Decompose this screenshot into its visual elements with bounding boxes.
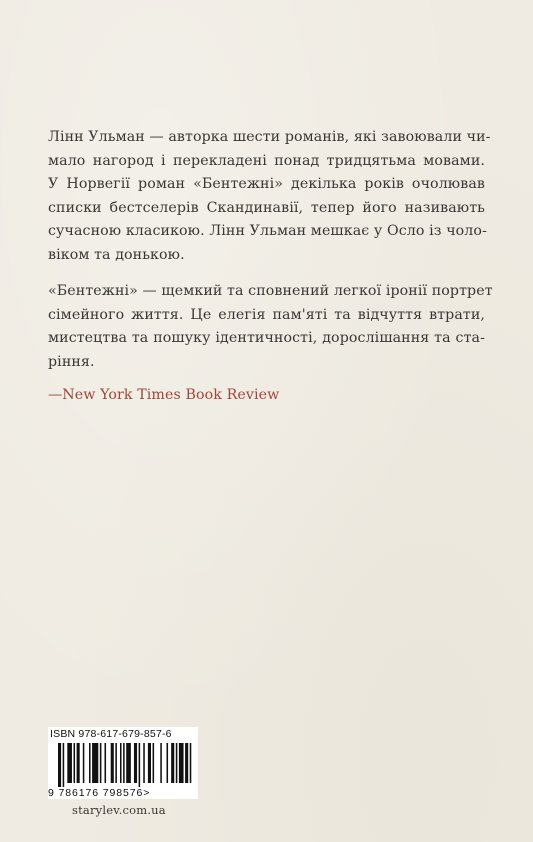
text-line: сімейного життя. Це елегія пам'яті та відчуття втрати, xyxy=(48,306,485,323)
barcode-bar xyxy=(167,743,169,783)
description-paragraph-2 xyxy=(48,280,493,374)
barcode-digits xyxy=(48,787,198,799)
barcode xyxy=(48,741,198,787)
text-line: списки бестселерів Скандинавії, тепер його називають xyxy=(48,199,485,216)
isbn-label: ISBN 978-617-679-857-6 xyxy=(48,727,198,741)
barcode-bar xyxy=(105,743,107,783)
barcode-bar xyxy=(92,743,98,783)
barcode-bar xyxy=(83,743,85,783)
barcode-bar xyxy=(190,743,192,783)
barcode-number: 9 786176 798576 xyxy=(48,787,144,799)
barcode-bar xyxy=(176,743,178,783)
book-description xyxy=(48,126,493,408)
barcode-bar xyxy=(179,743,184,783)
barcode-bar xyxy=(115,743,117,783)
barcode-bar xyxy=(160,743,162,783)
barcode-bar xyxy=(171,743,174,783)
barcode-bar xyxy=(67,743,72,783)
barcode-bar xyxy=(185,743,188,783)
barcode-bar xyxy=(74,743,76,783)
barcode-bar xyxy=(139,743,141,787)
text-line: «Бентежні» — щемкий та сповнений легкої іронії портрет xyxy=(48,283,493,299)
barcode-bars xyxy=(48,743,198,787)
barcode-bar xyxy=(148,743,151,783)
barcode-bar xyxy=(89,743,91,783)
barcode-bar xyxy=(77,743,80,783)
barcode-bar xyxy=(111,743,114,783)
text-line: сучасною класикою. Лінн Ульман мешкає у Осло із чоло- xyxy=(48,223,487,239)
barcode-bar xyxy=(100,743,102,783)
barcode-bar xyxy=(123,743,125,783)
text-line: ріння. xyxy=(48,353,95,370)
barcode-bar xyxy=(58,743,61,787)
text-line: Лінн Ульман — авторка шести романів, які завоювали чи- xyxy=(48,129,491,145)
barcode-bar xyxy=(120,743,122,783)
barcode-bar xyxy=(126,743,131,783)
barcode-bar xyxy=(134,743,137,783)
barcode-arrow: > xyxy=(143,787,151,799)
barcode-bar xyxy=(143,743,145,783)
review-attribution: —New York Times Book Review xyxy=(48,387,280,403)
text-line: У Норвегії роман «Бентежні» декілька років очолював xyxy=(48,176,485,192)
text-line: мало нагород і перекладені понад тридцятьма мовами. xyxy=(48,152,485,169)
description-paragraph-1 xyxy=(48,126,491,267)
publisher-website: starylev.com.ua xyxy=(72,803,166,817)
barcode-bar xyxy=(63,743,65,787)
text-line: мистецтва та пошуку ідентичності, дорослішання та ста- xyxy=(48,330,485,346)
barcode-bar xyxy=(153,743,155,783)
text-line: віком та донькою. xyxy=(48,246,185,263)
isbn-barcode-block xyxy=(48,727,198,799)
